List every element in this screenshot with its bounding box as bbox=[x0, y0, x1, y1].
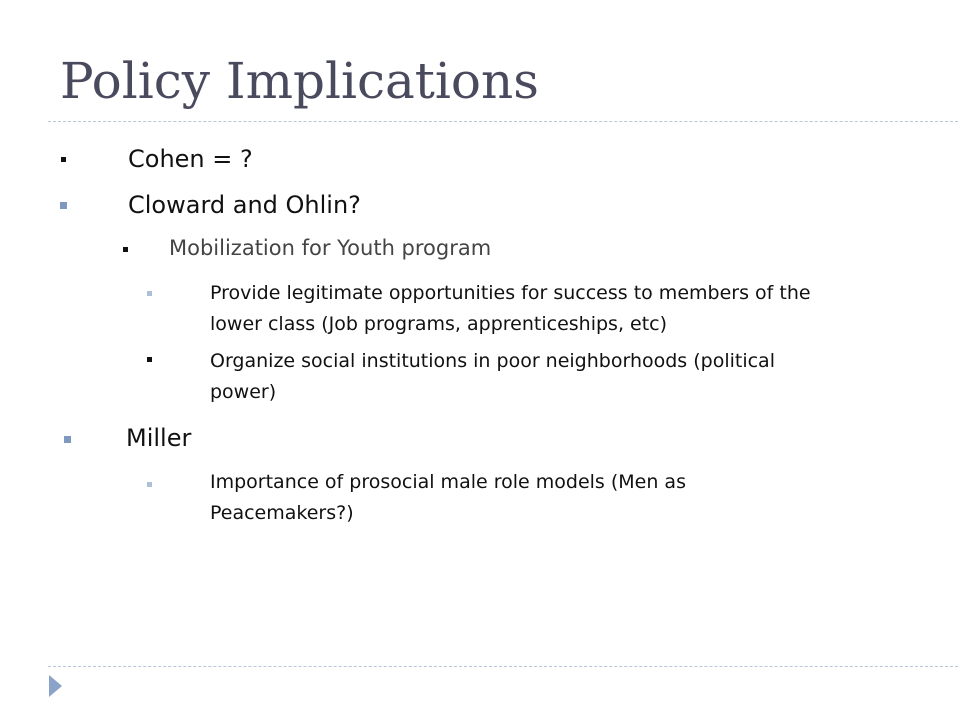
bullet-miller: Miller bbox=[126, 424, 192, 452]
bullet-square-icon bbox=[147, 291, 152, 296]
bullet-cohen: Cohen = ? bbox=[128, 145, 253, 173]
bullet-square-icon bbox=[123, 247, 128, 252]
bullet-mobilization-youth: Mobilization for Youth program bbox=[169, 236, 492, 260]
bullet-square-icon bbox=[61, 157, 66, 162]
bullet-organize-institutions-line1: Organize social institutions in poor neighborhoods (political bbox=[210, 350, 775, 372]
bullet-square-icon bbox=[60, 202, 67, 209]
bullet-square-icon bbox=[147, 482, 152, 487]
play-arrow-icon bbox=[49, 675, 62, 697]
bullet-organize-institutions-line2: power) bbox=[210, 381, 277, 403]
bullet-square-icon bbox=[64, 436, 71, 443]
footer-divider bbox=[48, 666, 960, 667]
bullet-role-models-line1: Importance of prosocial male role models (Men as bbox=[210, 471, 686, 493]
bullet-cloward-ohlin: Cloward and Ohlin? bbox=[128, 191, 361, 219]
bullet-legitimate-opportunities-line2: lower class (Job programs, apprenticeships, etc) bbox=[210, 313, 668, 335]
bullet-legitimate-opportunities-line1: Provide legitimate opportunities for success to members of the bbox=[210, 282, 811, 304]
title-divider bbox=[48, 121, 960, 122]
bullet-role-models-line2: Peacemakers?) bbox=[210, 502, 354, 524]
bullet-square-icon bbox=[147, 357, 152, 362]
slide-title: Policy Implications bbox=[60, 52, 539, 110]
